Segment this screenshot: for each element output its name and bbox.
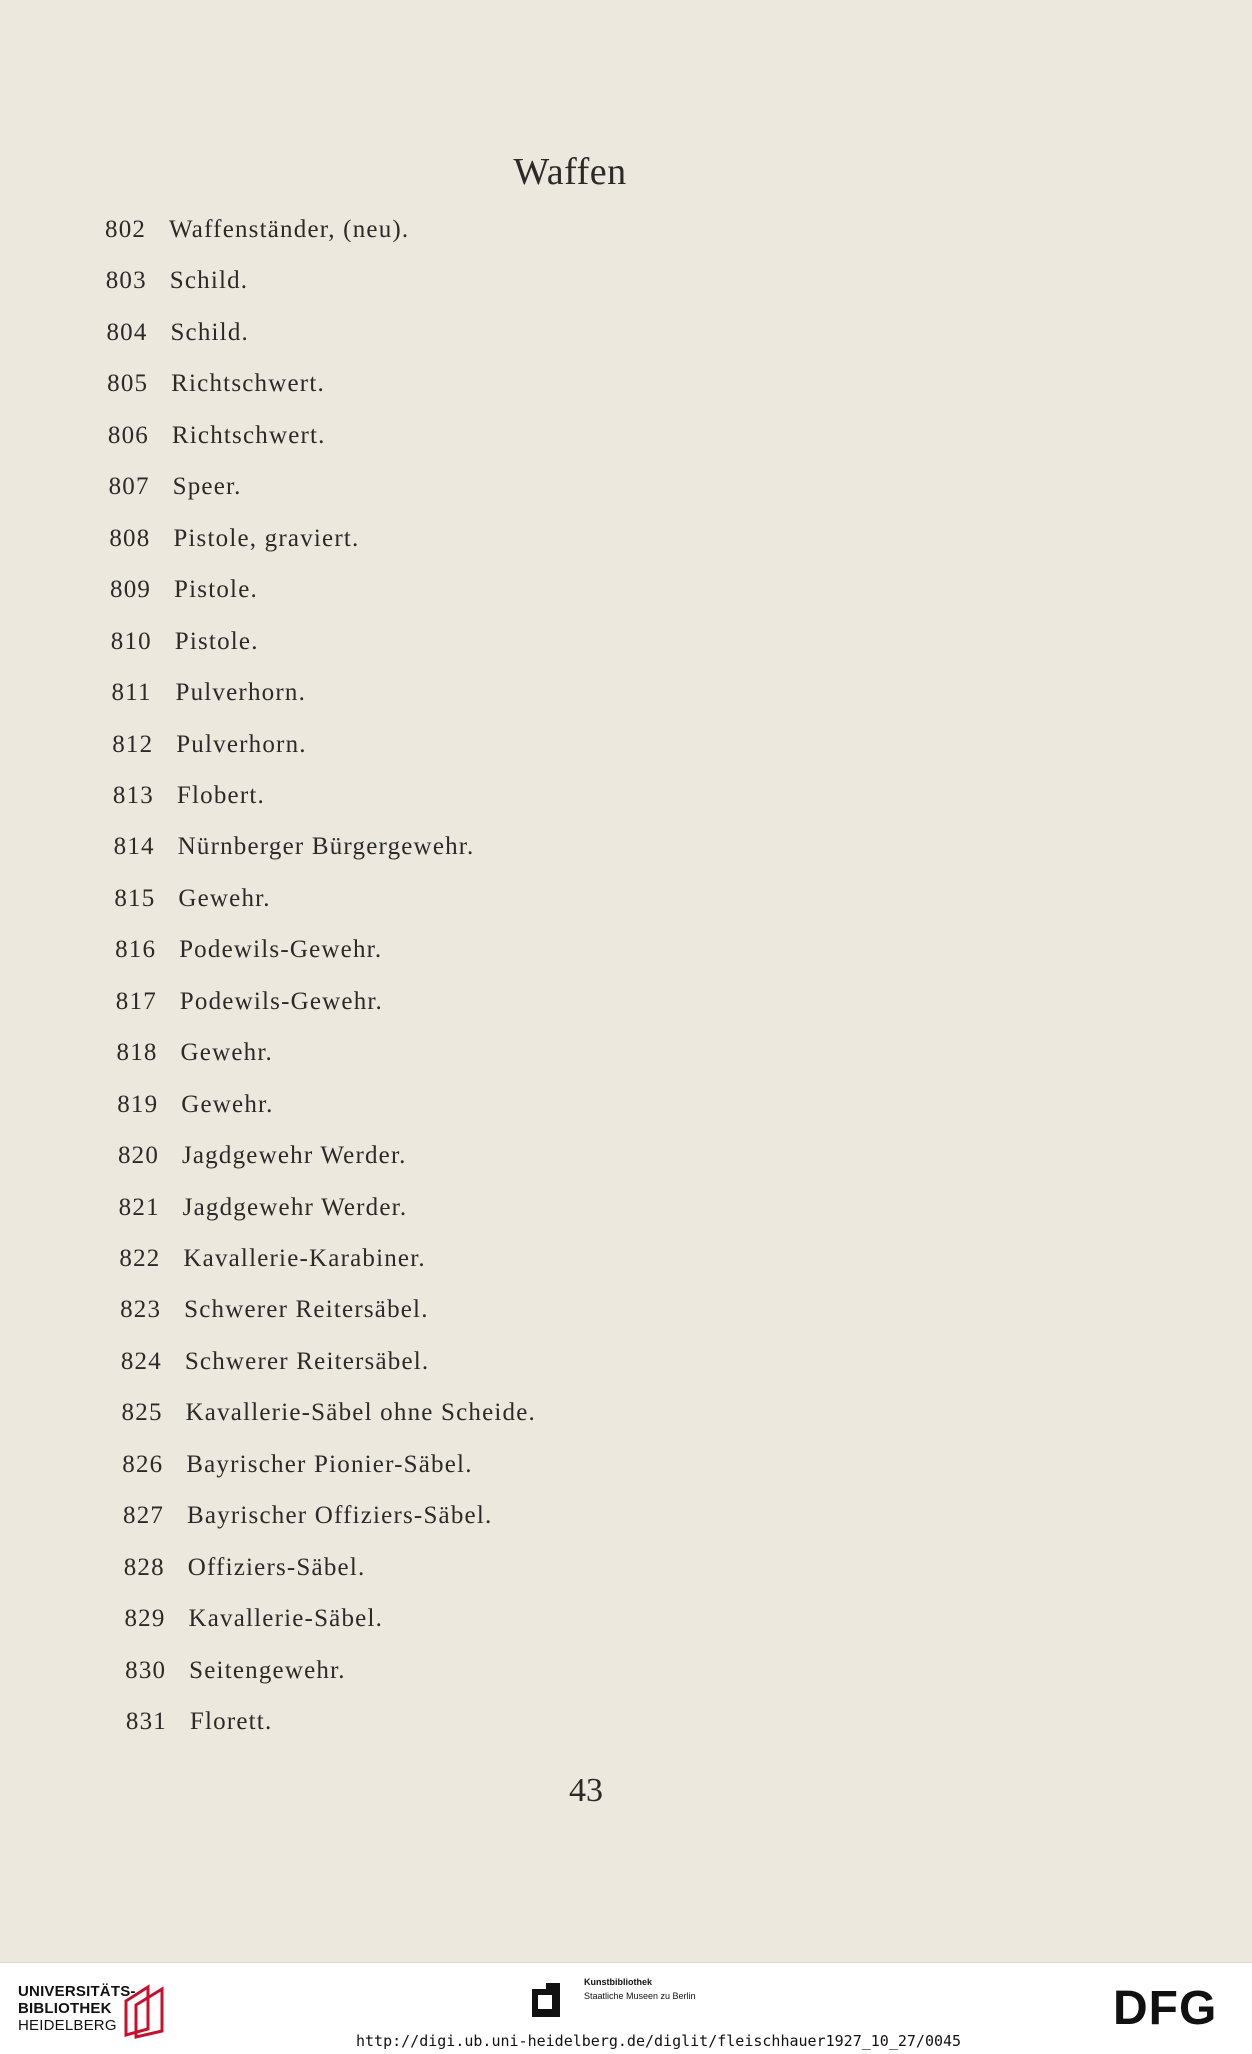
item-number: 805 (107, 370, 149, 398)
item-description: Nürnberger Bürgergewehr. (177, 833, 475, 861)
item-description: Kavallerie-Karabiner. (183, 1245, 426, 1272)
item-description: Gewehr. (181, 1090, 274, 1118)
item-number: 830 (125, 1656, 167, 1684)
item-number: 810 (110, 627, 152, 655)
item-number: 831 (125, 1708, 167, 1736)
item-number: 808 (109, 524, 151, 552)
list-item (107, 370, 325, 410)
library-name-line3: HEIDELBERG (18, 2017, 117, 2034)
item-number: 823 (120, 1296, 162, 1324)
list-item (111, 628, 259, 668)
item-number: 814 (113, 833, 155, 861)
list-item (106, 267, 249, 307)
page-number: 43 (569, 1772, 603, 1809)
list-item (105, 216, 409, 256)
list-item (110, 576, 258, 616)
item-number: 825 (121, 1399, 163, 1427)
kunstbibliothek-subtitle: Staatliche Museen zu Berlin (584, 1991, 696, 2001)
item-description: Flobert. (176, 781, 265, 809)
item-number: 821 (118, 1193, 160, 1221)
item-description: Podewils-Gewehr. (179, 987, 383, 1015)
list-item (120, 1296, 429, 1336)
item-description: Waffenständer, (neu). (169, 216, 410, 243)
list-item (119, 1245, 425, 1285)
item-description: Pistole. (174, 576, 258, 604)
page-title: Waffen (513, 151, 627, 193)
item-number: 822 (119, 1245, 161, 1272)
list-item (111, 679, 306, 719)
item-description: Schwerer Reitersäbel. (184, 1296, 429, 1324)
list-item (109, 473, 242, 513)
list-item (126, 1708, 273, 1748)
permalink-url[interactable]: http://digi.ub.uni-heidelberg.de/diglit/fleischhauer1927_10_27/0045 (356, 2032, 962, 2050)
list-item (122, 1451, 472, 1491)
item-number: 829 (124, 1605, 166, 1633)
list-item (124, 1605, 383, 1645)
list-item (123, 1502, 492, 1542)
item-description: Pistole. (174, 627, 259, 655)
item-number: 827 (123, 1502, 165, 1530)
list-item (117, 1039, 273, 1079)
item-description: Pulverhorn. (176, 730, 307, 758)
kunstbibliothek-name: Kunstbibliothek (584, 1977, 652, 1987)
item-number: 826 (122, 1450, 164, 1478)
item-number: 812 (112, 730, 154, 758)
item-description: Pulverhorn. (175, 679, 307, 707)
item-description: Jagdgewehr Werder. (182, 1193, 408, 1221)
list-item (122, 1399, 536, 1439)
item-description: Kavallerie-Säbel. (188, 1605, 384, 1633)
university-library-logo[interactable] (18, 1983, 136, 2034)
list-item (114, 885, 270, 925)
list-item (116, 988, 383, 1028)
list-item (121, 1348, 430, 1388)
list-item (113, 782, 265, 822)
item-description: Kavallerie-Säbel ohne Scheide. (185, 1399, 536, 1427)
item-description: Schwerer Reitersäbel. (184, 1347, 430, 1375)
list-item (114, 833, 475, 873)
list-item (109, 525, 359, 565)
item-description: Gewehr. (178, 884, 271, 912)
library-mark-icon (122, 1981, 176, 2039)
item-description: Bayrischer Offiziers-Säbel. (187, 1502, 493, 1530)
item-description: Podewils-Gewehr. (179, 936, 383, 964)
item-number: 817 (115, 987, 157, 1015)
item-number: 806 (107, 421, 149, 449)
item-description: Richtschwert. (171, 421, 326, 449)
item-description: Pistole, graviert. (173, 524, 360, 552)
item-number: 818 (116, 1039, 158, 1067)
item-description: Speer. (172, 473, 242, 501)
item-number: 807 (108, 473, 150, 501)
item-description: Schild. (169, 267, 249, 295)
item-number: 811 (111, 679, 152, 707)
item-number: 809 (110, 576, 152, 604)
item-number: 816 (115, 936, 157, 964)
list-item (118, 1142, 407, 1182)
list-item (115, 936, 382, 976)
kunstbibliothek-icon (532, 1983, 570, 2017)
item-description: Seitengewehr. (189, 1656, 346, 1684)
item-description: Jagdgewehr Werder. (181, 1142, 407, 1170)
item-description: Florett. (189, 1708, 273, 1736)
item-number: 820 (117, 1142, 160, 1170)
footer-bar (0, 1962, 1252, 2054)
list-item (124, 1554, 366, 1594)
list-item (119, 1194, 408, 1234)
list-item (106, 319, 249, 359)
item-description: Schild. (170, 318, 249, 346)
item-number: 815 (114, 884, 156, 912)
library-name-line1: UNIVERSITÄTS- (18, 1983, 136, 2000)
item-number: 813 (112, 781, 155, 809)
list-item (117, 1091, 273, 1131)
item-description: Offiziers-Säbel. (187, 1553, 366, 1581)
item-number: 802 (105, 216, 147, 243)
library-name-line2: BIBLIOTHEK (18, 2000, 112, 2017)
item-number: 828 (123, 1553, 165, 1581)
item-description: Gewehr. (180, 1039, 273, 1067)
list-item (125, 1657, 346, 1697)
list-item (108, 422, 326, 462)
item-description: Bayrischer Pionier-Säbel. (186, 1450, 473, 1478)
dfg-logo[interactable]: DFG (1113, 1982, 1218, 2035)
item-number: 819 (117, 1090, 159, 1118)
list-item (112, 731, 307, 771)
item-description: Richtschwert. (171, 370, 325, 398)
item-number: 824 (120, 1347, 162, 1375)
item-number: 804 (106, 318, 148, 346)
item-number: 803 (105, 267, 147, 295)
